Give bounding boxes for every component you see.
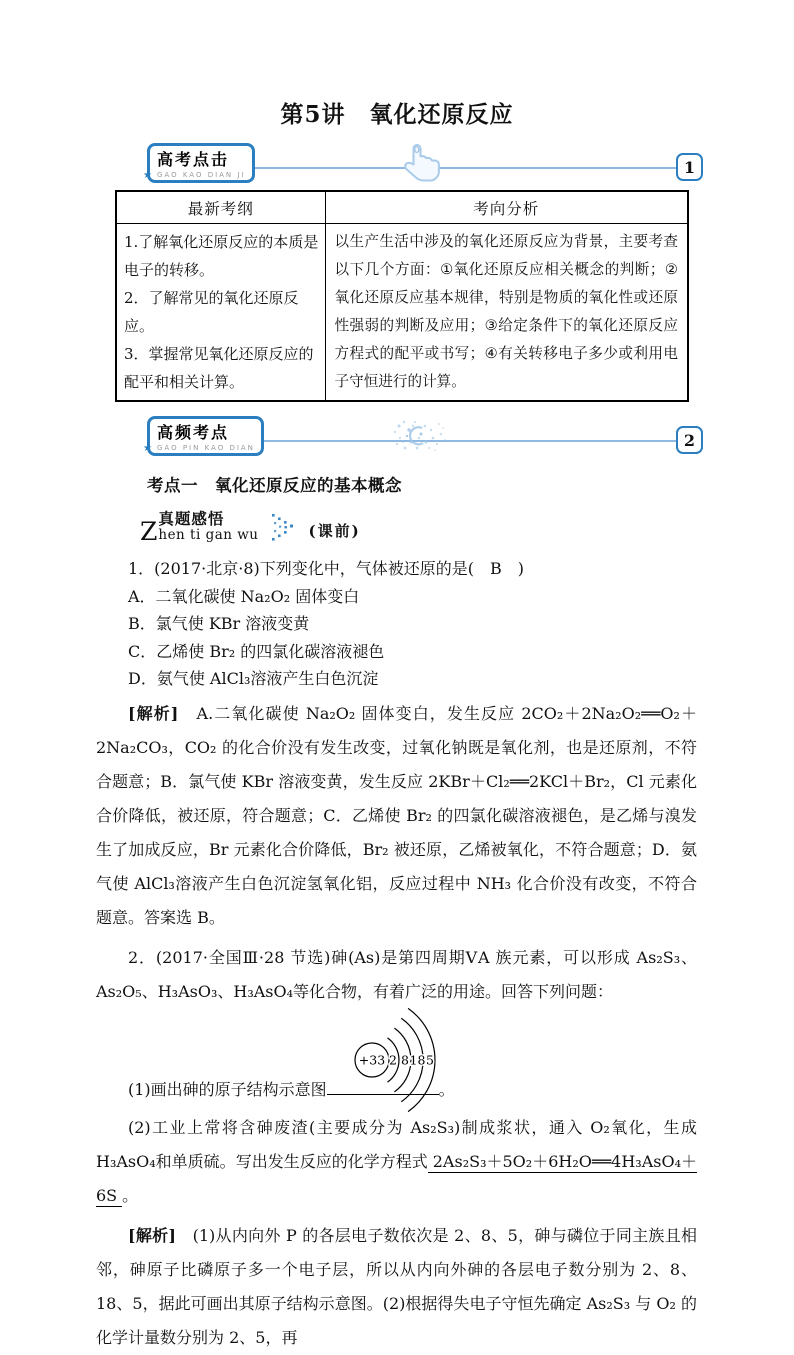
gaopin-banner <box>143 415 703 461</box>
dots-arrow-icon <box>271 513 297 543</box>
shell-electron-count: 8 <box>401 1052 409 1067</box>
banner-title: 高频考点 <box>157 423 230 442</box>
logo-text-stack <box>158 511 258 543</box>
splash-decoration-icon <box>391 418 453 456</box>
hand-cursor-icon <box>397 142 445 186</box>
shell-electron-count: 2 <box>389 1052 397 1067</box>
part1-text: (1)画出砷的原子结构示意图 <box>128 1079 327 1099</box>
question-2-part1 <box>96 1052 697 1105</box>
option-c: C．乙烯使 Br₂ 的四氯化碳溶液褪色 <box>128 641 385 661</box>
syllabus-table <box>115 190 689 402</box>
header-exam-analysis: 考向分析 <box>325 191 688 224</box>
analysis-text: A.二氧化碳使 Na₂O₂ 固体变白，发生反应 2CO₂＋2Na₂O₂══O₂＋2Na₂CO₃，CO₂ 的化合价没有发生改变，过氧化钠既是氧化剂，也是还原剂，不符合题意；B．氯气使 KBr 溶液变黄，发生反应 2KBr＋Cl₂══2KCl＋Br₂，Cl 元素化合价降低，被还原，符合题意；C．乙烯使 Br₂ 的四氯化碳溶液褪色，是乙烯与溴发生了加成反应，Br 元素化合价降低，Br₂ 被还原，乙烯被氧化，不符合题意；D．氨气使 AlCl₃溶液产生白色沉淀氢氧化铝，反应过程中 NH₃ 化合价没有改变，不符合题意。答案选 B。 <box>96 703 697 927</box>
option-a: A．二氧化碳使 Na₂O₂ 固体变白 <box>128 586 360 606</box>
analysis-label: [解析] <box>128 1225 177 1245</box>
shell-electron-count: 5 <box>426 1052 434 1067</box>
page-title: 第5讲 氧化还原反应 <box>280 101 514 128</box>
kaodian-heading: 考点一 氧化还原反应的基本概念 <box>147 476 402 495</box>
banner-title-box <box>143 416 264 456</box>
analysis-cell: 以生产生活中涉及的氧化还原反应为背景，主要考查以下几个方面：①氧化还原反应相关概念的判断；②氧化还原反应基本规律，特别是物质的氧化性或还原性强弱的判断及应用；③给定条件下的氧化还原反应方程式的配平或书写；④有关转移电子多少或利用电子守恒进行的计算。 <box>325 224 688 402</box>
question-2-part2 <box>96 1111 697 1213</box>
shell-electron-count: 18 <box>409 1052 426 1067</box>
nucleus-charge: +33 <box>358 1052 386 1067</box>
content-body <box>96 555 697 1355</box>
outline-cell <box>116 224 325 402</box>
part1-period: 。 <box>438 1079 455 1099</box>
question-1 <box>96 555 697 693</box>
zhenti-ganwu-logo <box>140 505 794 546</box>
section-number-badge: 1 <box>676 153 703 181</box>
part2-text: (2)工业上常将含砷废渣(主要成分为 As₂S₃)制成浆状，通入 O₂氧化，生成 H₃AsO₄和单质硫。写出发生反应的化学方程式 <box>96 1117 697 1171</box>
header-latest-outline: 最新考纲 <box>116 191 325 224</box>
question-1-stem: 1．(2017·北京·8)下列变化中，气体被还原的是( B ) <box>128 559 524 578</box>
outline-item: 1.了解氧化还原反应的本质是电子的转移。 <box>124 233 319 279</box>
analysis-label: [解析] <box>128 703 179 723</box>
option-b: B．氯气使 KBr 溶液变黄 <box>128 614 310 633</box>
atom-structure-diagram <box>342 1010 452 1102</box>
option-d: D．氨气使 AlCl₃溶液产生白色沉淀 <box>128 669 379 688</box>
table-body-row <box>116 224 688 402</box>
star-icon: ★ <box>143 170 152 181</box>
banner-title-box <box>143 143 255 183</box>
equation-answer: 2As₂S₃＋5O₂＋6H₂O══4H₃AsO₄＋6S <box>96 1151 697 1205</box>
stage-tag: (课前) <box>308 522 361 540</box>
section-number-badge: 2 <box>676 426 703 454</box>
banner-title: 高考点击 <box>157 150 230 169</box>
question-2-analysis <box>96 1219 697 1355</box>
gaokao-banner <box>143 142 703 188</box>
analysis-text: (1)从内向外 P 的各层电子数依次是 2、8、5，砷与磷位于同主族且相邻，砷原子比磷原子多一个电子层，所以从内向外砷的各层电子数分别为 2、8、18、5，据此可画出其原子结构示意图。(2)根据得失电子守恒先确定 As₂S₃ 与 O₂ 的化学计量数分别为 2、5，再 <box>96 1225 697 1347</box>
logo-pinyin: hen ti gan wu <box>158 527 259 543</box>
outline-item: 2．了解常见的氧化还原反应。 <box>124 289 299 335</box>
star-icon: ★ <box>143 443 152 454</box>
table-header-row <box>116 191 688 224</box>
part2-period: 。 <box>122 1185 139 1205</box>
logo-chinese: 真题感悟 <box>158 510 225 528</box>
outline-item: 3．掌握常见氧化还原反应的配平和相关计算。 <box>124 345 314 391</box>
banner-pinyin: GAO KAO DIAN JI <box>157 171 246 179</box>
banner-pinyin: GAO PIN KAO DIAN <box>157 444 255 452</box>
logo-initial: Z <box>140 517 158 546</box>
question-2-stem: 2．(2017·全国Ⅲ·28 节选)砷(As)是第四周期ⅤA 族元素，可以形成 As₂S₃、As₂O₅、H₃AsO₃、H₃AsO₄等化合物，有着广泛的用途。回答下列问题： <box>96 947 697 1001</box>
question-1-analysis <box>96 697 697 935</box>
